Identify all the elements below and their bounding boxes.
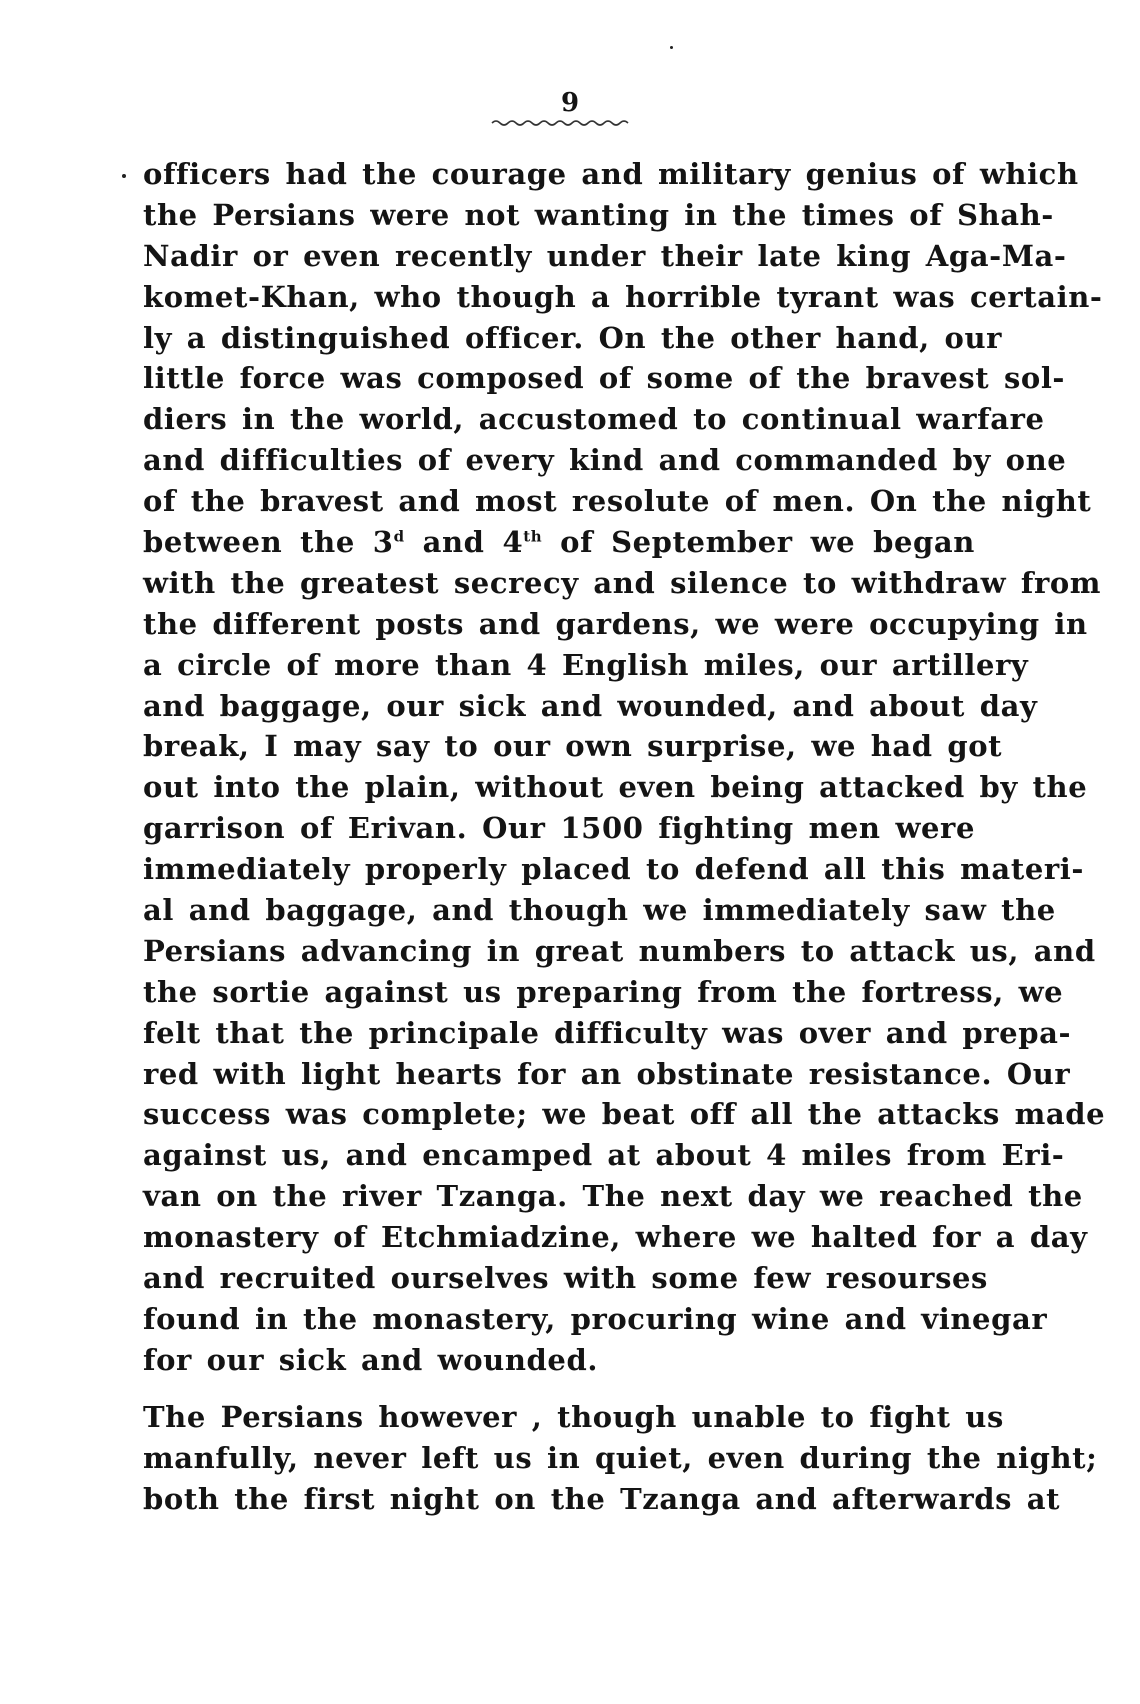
- text-line: [143, 931, 1096, 972]
- text-line: [143, 563, 1102, 604]
- text-line: [143, 604, 1088, 645]
- text-line: [143, 1438, 1098, 1479]
- text-line: [143, 522, 975, 563]
- page-number: 9: [560, 88, 580, 118]
- text-line: [143, 1013, 1072, 1054]
- text-line: [143, 1397, 1004, 1438]
- line-text: Persians advancing in great numbers to attack us, and: [143, 933, 1096, 968]
- text-line: [143, 645, 1029, 686]
- line-text: both the first night on the Tzanga and afterwards at: [143, 1481, 1061, 1516]
- text-line: [143, 972, 1064, 1013]
- line-text: the different posts and gardens, we were occupying in: [143, 606, 1088, 641]
- text-line: [143, 481, 1092, 522]
- line-text: al and baggage, and though we immediately saw the: [143, 893, 1056, 928]
- line-text: for our sick and wounded.: [143, 1342, 599, 1377]
- line-text: The Persians however , though unable to fight us: [143, 1399, 1004, 1434]
- line-text: and recruited ourselves with some few resourses: [143, 1261, 988, 1296]
- text-line: [143, 1299, 1048, 1340]
- text-line: [143, 277, 1103, 318]
- line-text: of the bravest and most resolute of men. On the night: [143, 484, 1092, 519]
- text-line: [143, 1340, 975, 1381]
- line-text: the Persians were not wanting in the times of Shah-: [143, 197, 1054, 232]
- text-line: [143, 236, 1067, 277]
- line-text: and difficulties of every kind and commanded by one: [143, 443, 1067, 478]
- text-line: [143, 358, 1066, 399]
- text-line: [143, 849, 1085, 890]
- text-line: [143, 1217, 1088, 1258]
- margin-speck: [122, 174, 126, 178]
- line-text: found in the monastery, procuring wine and vinegar: [143, 1301, 1048, 1336]
- text-line: [143, 399, 1045, 440]
- text-line: [143, 808, 975, 849]
- text-line: [143, 1094, 1106, 1135]
- line-text: officers had the courage and military genius of which: [143, 157, 1079, 191]
- line-text: van on the river Tzanga. The next day we reached the: [143, 1179, 1083, 1214]
- line-text: break, I may say to our own surprise, we had got: [143, 729, 1003, 764]
- ordinal-superscript: d: [393, 527, 405, 546]
- line-text: success was complete; we beat off all the attacks made: [143, 1097, 1106, 1132]
- text-line: [143, 726, 1003, 767]
- text-line: [143, 195, 1054, 236]
- line-text: garrison of Erivan. Our 1500 fighting men were: [143, 811, 975, 846]
- line-text: between the 3: [143, 525, 394, 560]
- line-text: the sortie against us preparing from the fortress, we: [143, 974, 1064, 1009]
- line-text: of September we began: [542, 525, 975, 560]
- text-line: [143, 1258, 988, 1299]
- line-text: immediately properly placed to defend all this materi-: [143, 852, 1085, 887]
- line-text: komet-Khan, who though a horrible tyrant was certain-: [143, 279, 1103, 314]
- text-line: [143, 1176, 1083, 1217]
- text-line: [143, 767, 1088, 808]
- paragraph: [143, 154, 1106, 1381]
- line-text: ly a distinguished officer. On the other hand, our: [143, 320, 1003, 355]
- text-line: [143, 440, 1067, 481]
- line-text: out into the plain, without even being attacked by the: [143, 770, 1088, 805]
- paragraph-gap: [143, 1381, 975, 1397]
- line-text: felt that the principale difficulty was over and prepa-: [143, 1015, 1072, 1050]
- body-text: [143, 154, 1106, 1519]
- line-text: a circle of more than 4 English miles, our artillery: [143, 647, 1029, 682]
- text-line: [143, 154, 1079, 195]
- text-line: [143, 318, 1003, 359]
- text-line: [143, 1054, 1071, 1095]
- line-text: monastery of Etchmiadzine, where we halted for a day: [143, 1220, 1088, 1255]
- text-line: [143, 890, 1056, 931]
- ordinal-superscript: th: [523, 527, 543, 546]
- margin-speck: [670, 46, 673, 49]
- line-text: with the greatest secrecy and silence to withdraw from: [143, 565, 1102, 600]
- line-text: against us, and encamped at about 4 miles from Eri-: [143, 1138, 1065, 1173]
- text-line: [143, 1135, 1065, 1176]
- line-text: little force was composed of some of the bravest sol-: [143, 361, 1066, 396]
- text-line: [143, 1479, 1061, 1520]
- paragraph: [143, 1397, 1098, 1520]
- line-text: manfully, never left us in quiet, even during the night;: [143, 1440, 1098, 1475]
- line-text: and 4: [404, 525, 524, 560]
- line-text: diers in the world, accustomed to continual warfare: [143, 402, 1045, 437]
- line-text: and baggage, our sick and wounded, and about day: [143, 688, 1038, 723]
- text-line: [143, 686, 1038, 727]
- line-text: red with light hearts for an obstinate resistance. Our: [143, 1056, 1071, 1091]
- ornament-rule: [490, 118, 630, 128]
- line-text: Nadir or even recently under their late king Aga-Ma-: [143, 238, 1067, 273]
